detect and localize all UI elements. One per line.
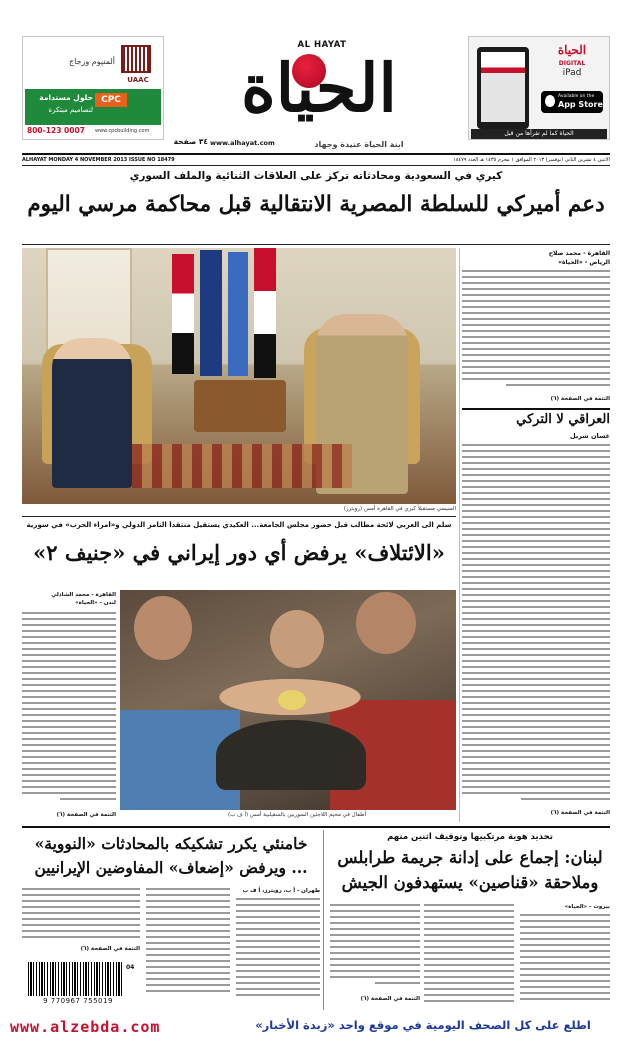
photo-child — [270, 610, 324, 668]
bottom-rule — [22, 826, 610, 828]
masthead-title: الحياة — [241, 49, 397, 127]
barcode-side-digits: 04 — [126, 964, 135, 971]
photo-table — [194, 380, 286, 432]
photo-flag — [228, 252, 248, 376]
ad-brand: UAAC — [127, 76, 149, 84]
date-line-en: ALHAYAT MONDAY 4 NOVEMBER 2013 ISSUE NO 18479 — [22, 157, 175, 163]
store-small-label: Available on the — [558, 94, 595, 99]
right-ad[interactable] — [468, 36, 610, 140]
lebanon-text-col-2 — [424, 904, 514, 1004]
masthead-website[interactable]: www.alhayat.com — [210, 139, 275, 147]
column-title[interactable]: العراقي لا التركي — [516, 412, 610, 427]
iran-headline-2[interactable]: ... ويرفض «إضعاف» المفاوضين الإيرانيين — [34, 858, 308, 877]
lebanon-headline-2[interactable]: وملاحقة «قناصين» يستهدفون الجيش — [341, 873, 599, 892]
masthead-slogan: ابنة الحياة عنيدة وجهاد — [314, 140, 404, 149]
iran-continued[interactable]: التتمة في الصفحة (٦) — [80, 946, 140, 952]
photo-person-left — [52, 338, 132, 488]
main-story-text — [462, 270, 610, 390]
footer-url[interactable]: www.alzebda.com — [10, 1018, 161, 1036]
ad-subline: لتصاميم مبتكرة — [48, 106, 93, 114]
column-top-rule — [462, 408, 610, 410]
footer-slogan[interactable]: اطلع على كل الصحف اليومية في موقع واحد «زبدة الأخبار» — [255, 1018, 591, 1032]
iran-byline: طهران - أ ب، رويترز، أ ف ب — [242, 888, 320, 894]
main-headline-rule — [22, 244, 610, 245]
lebanon-headline-1[interactable]: لبنان: إجماع على إدانة جريمة طرابلس — [337, 848, 603, 867]
main-byline-2: الرياض - «الحياة» — [558, 259, 610, 266]
app-store-badge[interactable] — [541, 91, 603, 113]
photo-child — [356, 592, 416, 654]
bottom-divider — [323, 830, 324, 1010]
syria-headline[interactable]: «الائتلاف» يرفض أي دور إيراني في «جنيف ٢» — [33, 540, 445, 565]
right-ad-sub-brand: DIGITAL — [558, 60, 586, 67]
apple-icon — [545, 95, 555, 107]
store-label: App Store — [558, 100, 603, 109]
right-ad-caption: الحياة كما لم تقرأها من قبل — [471, 129, 607, 139]
iran-headline-1[interactable]: خامنئي يكرر تشكيكه بالمحادثات «النووية» — [34, 834, 308, 853]
barcode-bars — [28, 962, 124, 996]
syria-byline-1: القاهرة - محمد الشاذلي — [51, 592, 116, 598]
main-kicker: كيري في السعودية ومحادثاته تركز على العلاقات الثنائية والملف السوري — [129, 170, 503, 182]
syria-continued[interactable]: التتمة في الصفحة (٦) — [56, 812, 116, 818]
ipad-screen — [481, 52, 525, 122]
main-continued[interactable]: التتمة في الصفحة (٦) — [550, 396, 610, 402]
latin-title: AL HAYAT — [297, 40, 347, 50]
left-ad[interactable] — [22, 36, 164, 140]
syria-byline-2: لندن - «الحياة» — [75, 600, 116, 606]
main-photo-caption: السيسي مستقبلاً كيري في القاهرة أمس (رويترز) — [343, 506, 456, 512]
ad-tagline: ألمنيوم وزجاج — [68, 57, 115, 66]
masthead-pages: ٣٤ صفحة — [173, 137, 208, 146]
photo-flag — [172, 254, 194, 374]
column-continued[interactable]: التتمة في الصفحة (٦) — [550, 810, 610, 816]
main-byline-1: القاهرة - محمد صلاح — [548, 250, 610, 257]
masthead-logo — [196, 40, 442, 140]
ad-product: CPC — [95, 93, 127, 107]
lebanon-byline: بيروت - «الحياة» — [564, 904, 610, 910]
syria-photo-caption: أطفال في مخيم اللاجئين السوريين بالسقيلبية أمس (أ ف ب) — [227, 812, 366, 818]
photo-flag — [200, 250, 222, 376]
iran-text-col-1 — [236, 898, 320, 1002]
ipad-device — [477, 47, 529, 129]
column-text — [462, 444, 610, 804]
syria-text — [22, 612, 116, 808]
column-divider — [459, 248, 460, 822]
photo-food — [278, 690, 306, 710]
lebanon-continued[interactable]: التتمة في الصفحة (٦) — [360, 996, 420, 1002]
ad-url: www.cpcbuilding.com — [95, 128, 150, 134]
lebanon-text-col-3 — [330, 904, 420, 992]
syria-photo[interactable] — [120, 590, 456, 810]
main-photo[interactable] — [22, 248, 456, 504]
right-ad-device: iPad — [562, 68, 582, 78]
photo-pot — [216, 720, 366, 790]
right-ad-brand: الحياة — [557, 43, 587, 57]
date-rule — [22, 165, 610, 166]
syria-top-rule — [22, 516, 456, 517]
date-line-ar: الاثنين ٤ تشرين الثاني (نوفمبر) ٢٠١٣ الموافق ١ محرم ١٤٣٥ هـ العدد ١٨٤٧٩ — [453, 157, 610, 163]
photo-child — [134, 596, 192, 660]
syria-kicker: سلم الى العربي لائحة مطالب قبل حضور مجلس الجامعة... العكيدي يستقيل منتقداً التآمر الدولي و«أمراء الحرب» في سورية — [26, 521, 452, 529]
ad-phone: 800-123 0007 — [27, 126, 85, 135]
barcode — [22, 960, 140, 1008]
main-headline[interactable]: دعم أميركي للسلطة المصرية الانتقالية قبل محاكمة مرسي اليوم — [27, 192, 605, 217]
ad-headline: حلول مستدامة — [39, 93, 93, 102]
iran-text-col-3 — [22, 888, 140, 944]
barcode-number: 9 770967 755019 — [43, 997, 113, 1005]
iran-text-col-2 — [146, 888, 230, 1000]
lebanon-text-col-1 — [520, 914, 610, 1004]
photo-flag — [254, 248, 276, 378]
lebanon-kicker: تحديد هوية مرتكبيها وتوقيف اثنين منهم — [387, 832, 553, 842]
photo-rug — [132, 444, 352, 488]
masthead-rule — [22, 153, 610, 155]
uaac-logo — [121, 45, 151, 73]
column-author: غسان شربل — [570, 432, 610, 440]
